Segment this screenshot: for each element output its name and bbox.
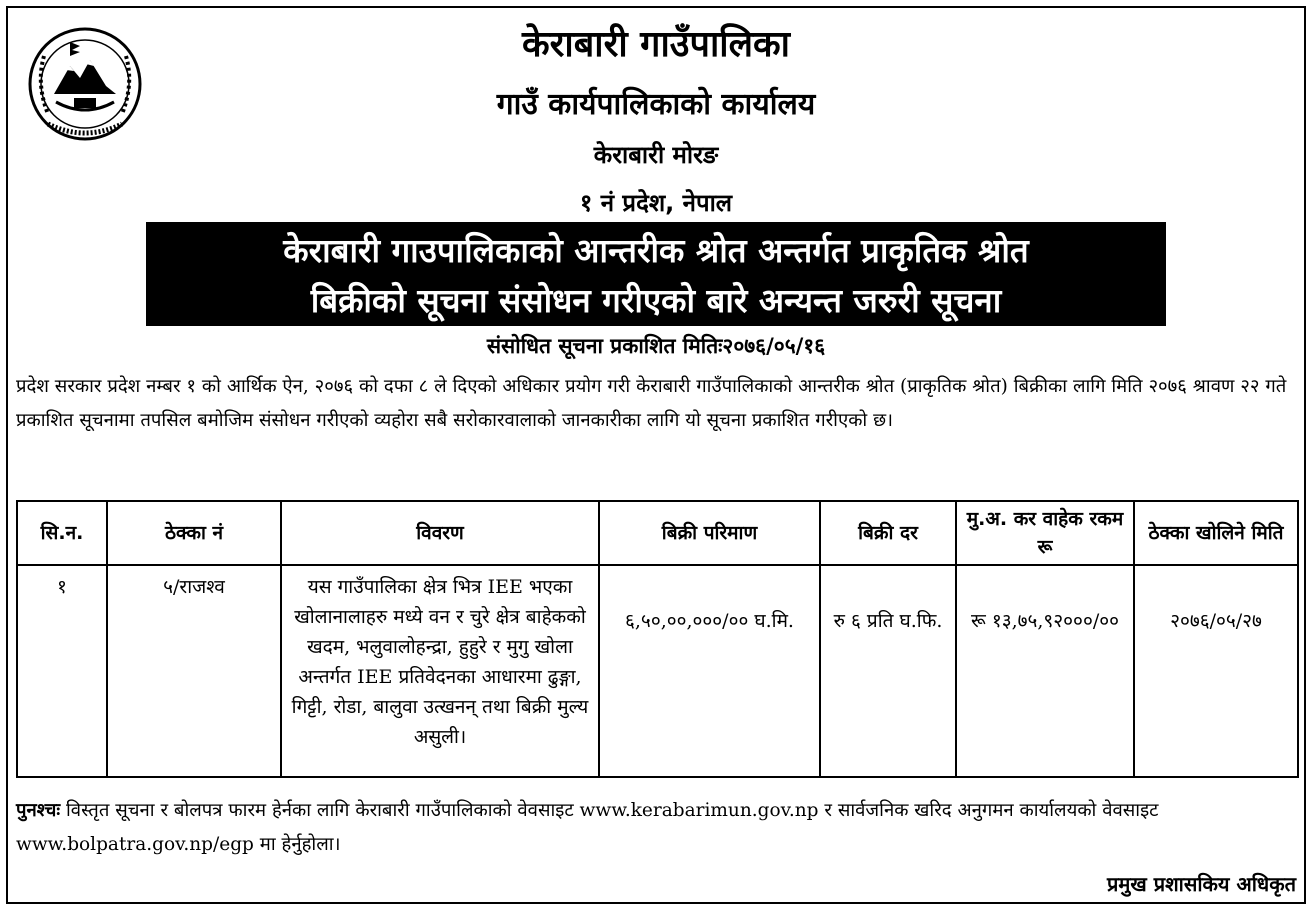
banner-line-2: बिक्रीको सूचना संसोधन गरीएको बारे अन्यन्त जरुरी सूचना [310, 281, 1002, 320]
col-header-amount: मु.अ. कर वाहेक रकम रू [956, 501, 1134, 565]
cell-contract-no: ५/राजश्व [107, 565, 281, 777]
col-header-contract-no: ठेक्का नं [107, 501, 281, 565]
col-header-open-date: ठेक्का खोलिने मिति [1134, 501, 1298, 565]
col-header-rate: बिक्री दर [820, 501, 956, 565]
municipality-title: केराबारी गाउँपालिका [522, 24, 790, 65]
cell-quantity: ६,५०,००,०००/०० घ.मि. [599, 565, 820, 777]
table-header-row [17, 501, 1298, 565]
footnote-text: विस्तृत सूचना र बोलपत्र फारम हेर्नका लागि केराबारी गाउँपालिकाको वेवसाइट www.kerabarimun.gov.np र सार्वजनिक खरिद अनुगमन कार्यालयको वेवसाइट www.bolpatra.gov.np/egp मा हेर्नुहोला। [16, 800, 1159, 855]
col-header-quantity: बिक्री परिमाण [599, 501, 820, 565]
banner-line-1: केराबारी गाउपालिकाको आन्तरीक श्रोत अन्तर्गत प्राकृतिक श्रोत [283, 231, 1029, 270]
col-header-description: विवरण [281, 501, 599, 565]
cell-sn: १ [17, 565, 107, 777]
publish-date: संसोधित सूचना प्रकाशित मितिः२०७६/०५/१६ [486, 334, 826, 358]
cell-open-date: २०७६/०५/२७ [1134, 565, 1298, 777]
col-header-sn: सि.न. [17, 501, 107, 565]
footnote-label: पुनश्चः [16, 800, 61, 821]
province-line: १ नं प्रदेश, नेपाल [579, 189, 733, 217]
cell-rate: रु ६ प्रति घ.फि. [820, 565, 956, 777]
location-line: केराबारी मोरङ [593, 141, 719, 169]
cell-description: यस गाउँपालिका क्षेत्र भित्र IEE भएका खोलानालाहरु मध्ये वन र चुरे क्षेत्र बाहेकको खदम, भलुवालोहन्द्रा, हुहुरे र मुगु खोला अन्तर्गत IEE प्रतिवेदनका आधारमा ढुङ्गा, गिट्टी, रोडा, बालुवा उत्खनन् तथा बिक्री मुल्य असुली। [281, 565, 599, 777]
notice-banner [146, 222, 1166, 326]
table-row [17, 565, 1298, 777]
cell-amount: रू १३,७५,९२०००/०० [956, 565, 1134, 777]
notice-paragraph: प्रदेश सरकार प्रदेश नम्बर १ को आर्थिक ऐन, २०७६ को दफा ८ ले दिएको अधिकार प्रयोग गरी केराबारी गाउँपालिकाको आन्तरीक श्रोत (प्राकृतिक श्रोत) बिक्रीका लागि मिति २०७६ श्रावण २२ गते प्रकाशित सूचनामा तपसिल बमोजिम संसोधन गरीएको व्यहोरा सबै सरोकारवालाको जानकारीका लागि यो सूचना प्रकाशित गरीएको छ। [16, 376, 1287, 431]
signature-title: प्रमुख प्रशासकिय अधिकृत [1107, 872, 1296, 896]
footnote [16, 794, 1301, 862]
contract-table [16, 500, 1299, 778]
office-title: गाउँ कार्यपालिकाको कार्यालय [496, 87, 816, 122]
